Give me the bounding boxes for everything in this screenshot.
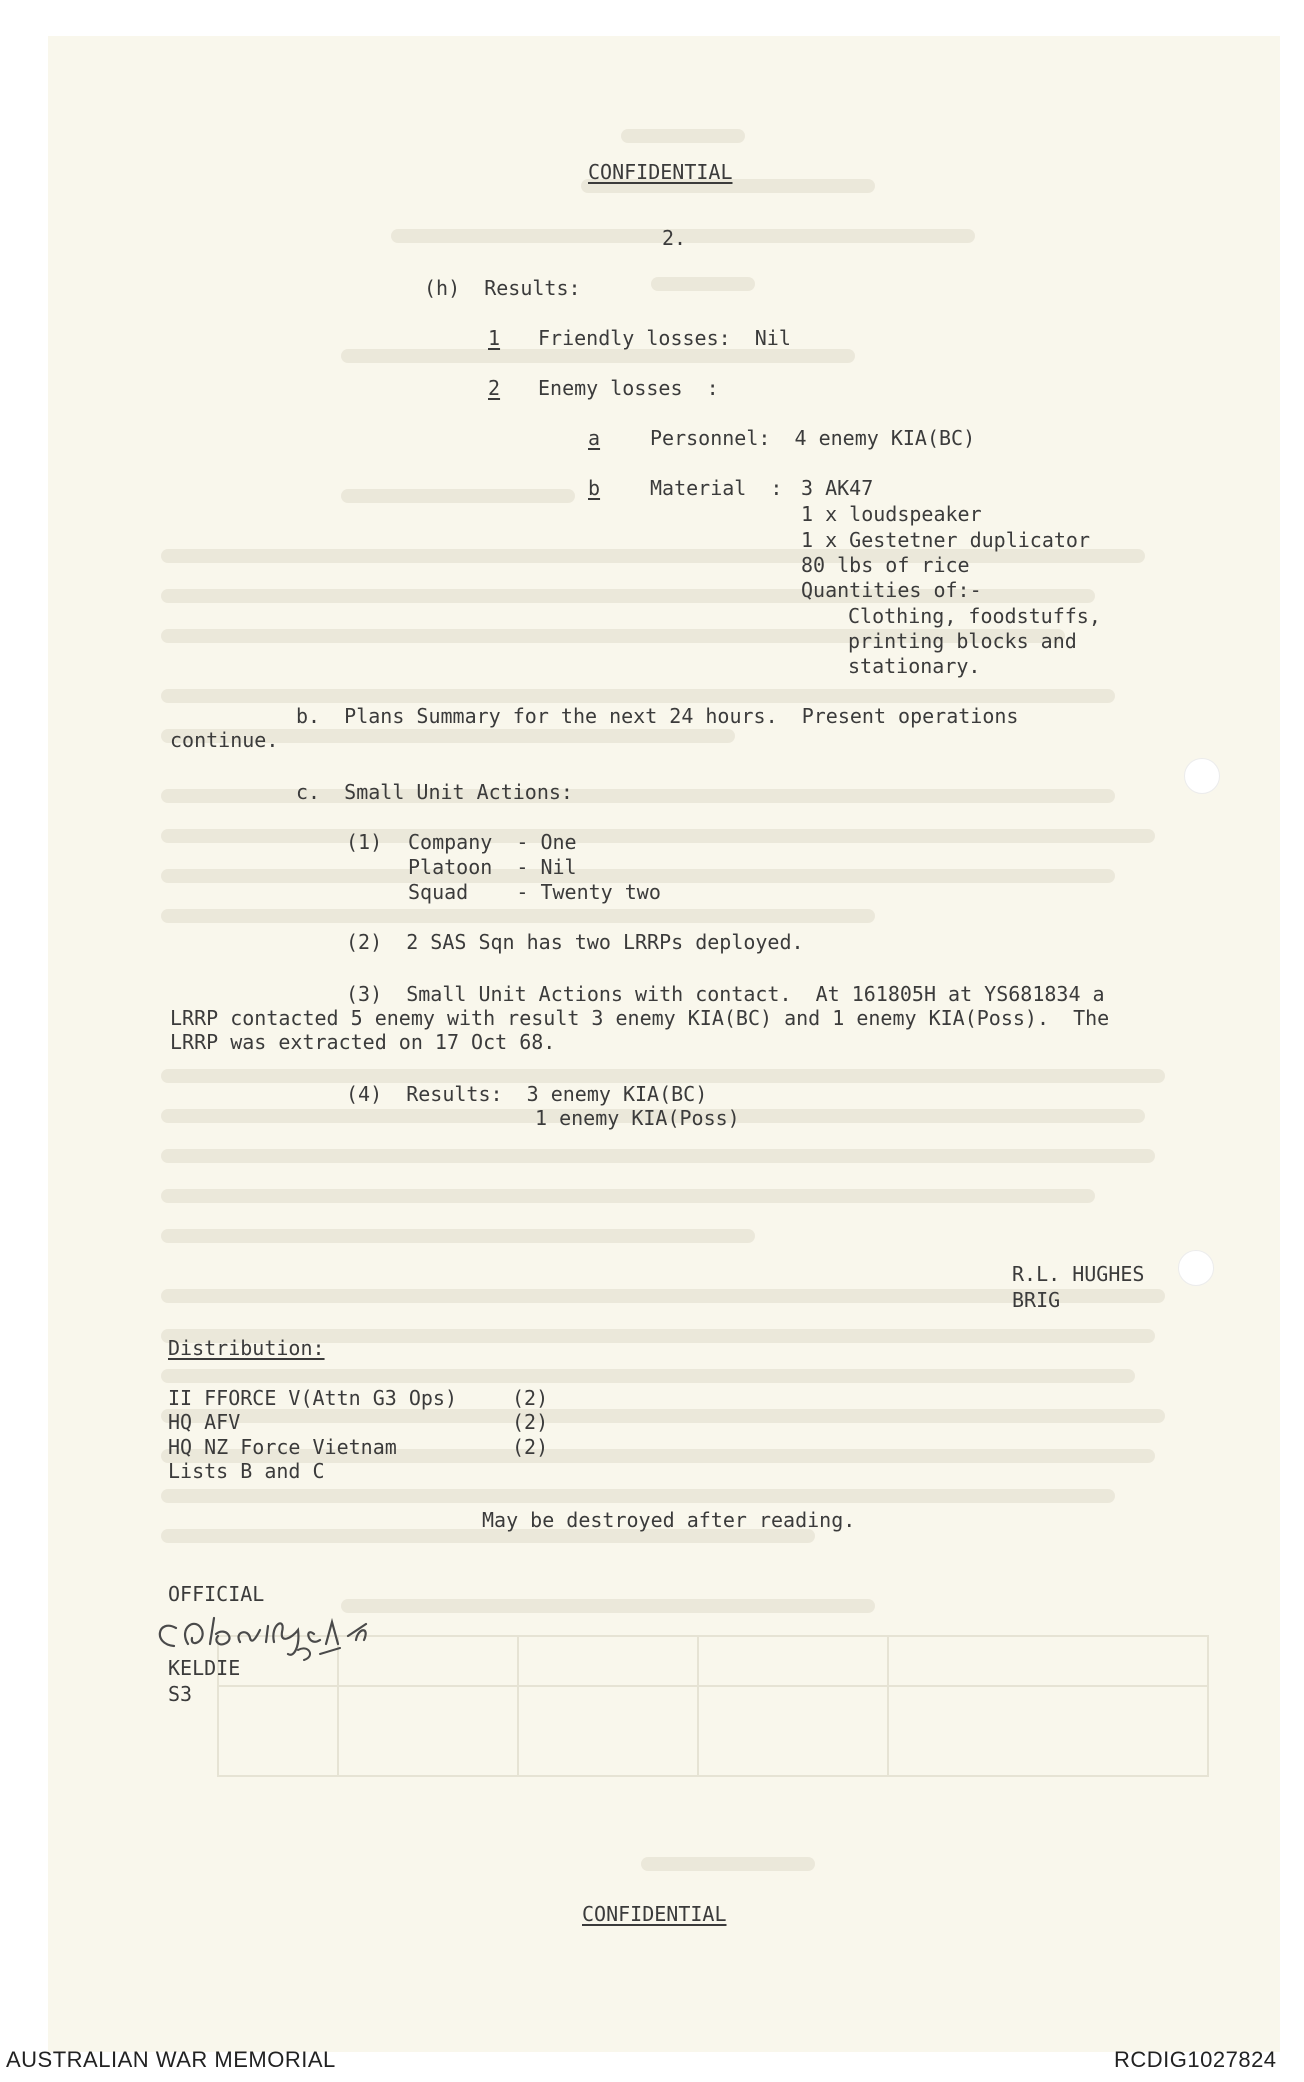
- punch-hole: [1184, 758, 1220, 794]
- distribution-copies: (2): [512, 1410, 549, 1434]
- enemy-losses: Enemy losses :: [538, 376, 719, 400]
- small-unit-item: (2) 2 SAS Sqn has two LRRPs deployed.: [346, 930, 804, 954]
- small-unit-item: 1 enemy KIA(Poss): [535, 1106, 740, 1130]
- material-item: Quantities of:-: [801, 578, 982, 602]
- signatory-name: R.L. HUGHES: [1012, 1262, 1145, 1286]
- quantity-item: printing blocks and: [848, 629, 1077, 653]
- distribution-heading: Distribution:: [168, 1336, 325, 1360]
- distribution-addressee: HQ AFV: [168, 1410, 241, 1434]
- small-unit-heading: c. Small Unit Actions:: [296, 780, 573, 804]
- official-appointment: S3: [168, 1682, 193, 1706]
- distribution-addressee: HQ NZ Force Vietnam: [168, 1435, 397, 1459]
- distribution-copies: (2): [512, 1386, 549, 1410]
- squad-count: Squad - Twenty two: [408, 880, 661, 904]
- friendly-losses: Friendly losses: Nil: [538, 326, 791, 350]
- material-item: 80 lbs of rice: [801, 553, 970, 577]
- material-item: 3 AK47: [801, 476, 874, 500]
- destroy-note: May be destroyed after reading.: [482, 1508, 856, 1532]
- distribution-addressee: II FFORCE V(Attn G3 Ops): [168, 1386, 457, 1410]
- plans-summary-line: continue.: [170, 728, 279, 752]
- personnel-letter: a: [588, 426, 601, 450]
- official-label: OFFICIAL: [168, 1582, 265, 1606]
- small-unit-item: (4) Results: 3 enemy KIA(BC): [346, 1082, 708, 1106]
- archive-credit: AUSTRALIAN WAR MEMORIAL: [6, 2047, 336, 2072]
- small-unit-item: LRRP contacted 5 enemy with result 3 enemy KIA(BC) and 1 enemy KIA(Poss). The: [170, 1006, 1110, 1030]
- header-classification: CONFIDENTIAL: [588, 160, 733, 184]
- company-count: Company - One: [408, 830, 577, 854]
- page-number: 2.: [662, 226, 687, 250]
- enemy-losses-number: 2: [488, 376, 501, 400]
- footer-classification: CONFIDENTIAL: [582, 1902, 727, 1926]
- platoon-count: Platoon - Nil: [408, 855, 577, 879]
- distribution-copies: (2): [512, 1435, 549, 1459]
- material-label: Material :: [650, 476, 783, 500]
- official-name: KELDIE: [168, 1656, 241, 1680]
- personnel-losses: Personnel: 4 enemy KIA(BC): [650, 426, 976, 450]
- results-heading: (h) Results:: [424, 276, 581, 300]
- distribution-addressee: Lists B and C: [168, 1459, 325, 1483]
- material-item: 1 x loudspeaker: [801, 502, 982, 526]
- small-unit-item: (3) Small Unit Actions with contact. At 161805H at YS681834 a: [346, 982, 1105, 1006]
- friendly-losses-number: 1: [488, 326, 501, 350]
- document-page: [48, 36, 1280, 2052]
- punch-hole: [1178, 1250, 1214, 1286]
- quantity-item: stationary.: [848, 654, 981, 678]
- material-item: 1 x Gestetner duplicator: [801, 528, 1090, 552]
- signatory-rank: BRIG: [1012, 1288, 1061, 1312]
- material-letter: b: [588, 476, 601, 500]
- small-unit-item-number: (1): [346, 830, 383, 854]
- plans-summary-line: b. Plans Summary for the next 24 hours. Present operations: [296, 704, 1019, 728]
- small-unit-item: LRRP was extracted on 17 Oct 68.: [170, 1030, 556, 1054]
- quantity-item: Clothing, foodstuffs,: [848, 604, 1101, 628]
- archive-item-id: RCDIG1027824: [1114, 2047, 1277, 2072]
